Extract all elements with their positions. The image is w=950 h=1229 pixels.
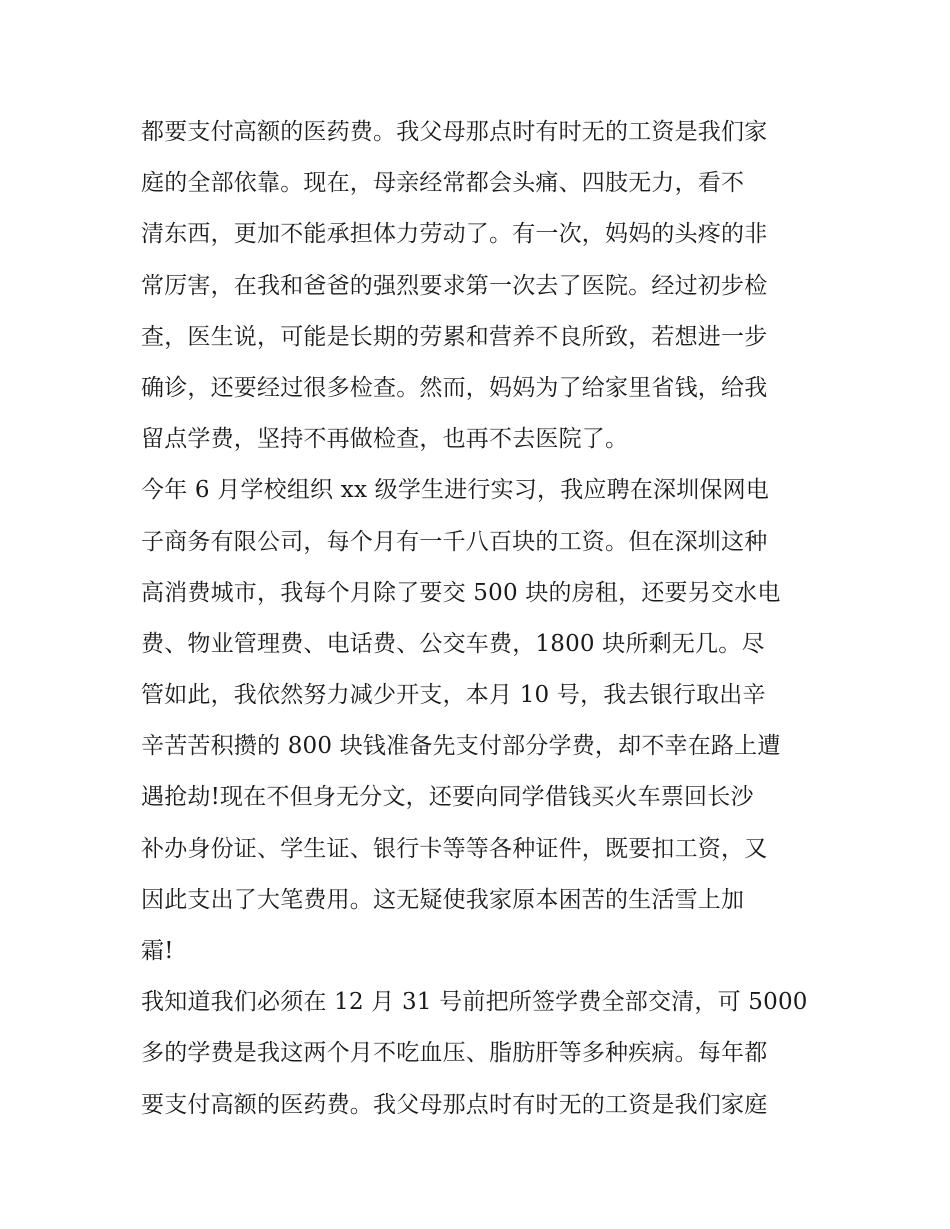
text-line: 霜! [141, 938, 174, 964]
text-line: 常厉害，在我和爸爸的强烈要求第一次去了医院。经过初步检 [141, 272, 768, 299]
body-text [141, 107, 821, 1131]
text-line: 管如此，我依然努力减少开支，本月 10 号，我去银行取出辛 [141, 682, 766, 709]
text-line: 清东西，更加不能承担体力劳动了。有一次，妈妈的头疼的非 [141, 221, 768, 248]
text-line: 费、物业管理费、电话费、公交车费，1800 块所剩无几。尽 [141, 630, 765, 657]
text-line: 我知道我们必须在 12 月 31 号前把所签学费全部交清，可 5000 [141, 989, 808, 1016]
text-line: 遇抢劫!现在不但身无分文，还要向同学借钱买火车票回长沙 [141, 784, 754, 811]
text-line: 多的学费是我这两个月不吃血压、脂肪肝等多种疾病。每年都 [141, 1040, 768, 1067]
text-line: 要支付高额的医药费。我父母那点时有时无的工资是我们家庭 [141, 1091, 768, 1118]
text-line: 都要支付高额的医药费。我父母那点时有时无的工资是我们家 [141, 119, 768, 145]
text-line: 因此支出了大笔费用。这无疑使我家原本困苦的生活雪上加 [141, 886, 745, 913]
text-line: 庭的全部依靠。现在，母亲经常都会头痛、四肢无力，看不 [141, 170, 745, 197]
text-line: 辛苦苦积攒的 800 块钱准备先支付部分学费，却不幸在路上遭 [141, 733, 781, 760]
text-line: 今年 6 月学校组织 xx 级学生进行实习，我应聘在深圳保网电 [141, 477, 770, 504]
text-line: 补办身份证、学生证、银行卡等等各种证件，既要扣工资，又 [141, 835, 768, 862]
text-line: 查，医生说，可能是长期的劳累和营养不良所致，若想进一步 [141, 323, 768, 350]
text-line: 留点学费，坚持不再做检查，也再不去医院了。 [141, 426, 629, 453]
text-line: 子商务有限公司，每个月有一千八百块的工资。但在深圳这种 [141, 528, 768, 555]
text-line: 高消费城市，我每个月除了要交 500 块的房租，还要另交水电 [141, 579, 781, 606]
text-line: 确诊，还要经过很多检查。然而，妈妈为了给家里省钱，给我 [141, 374, 768, 401]
